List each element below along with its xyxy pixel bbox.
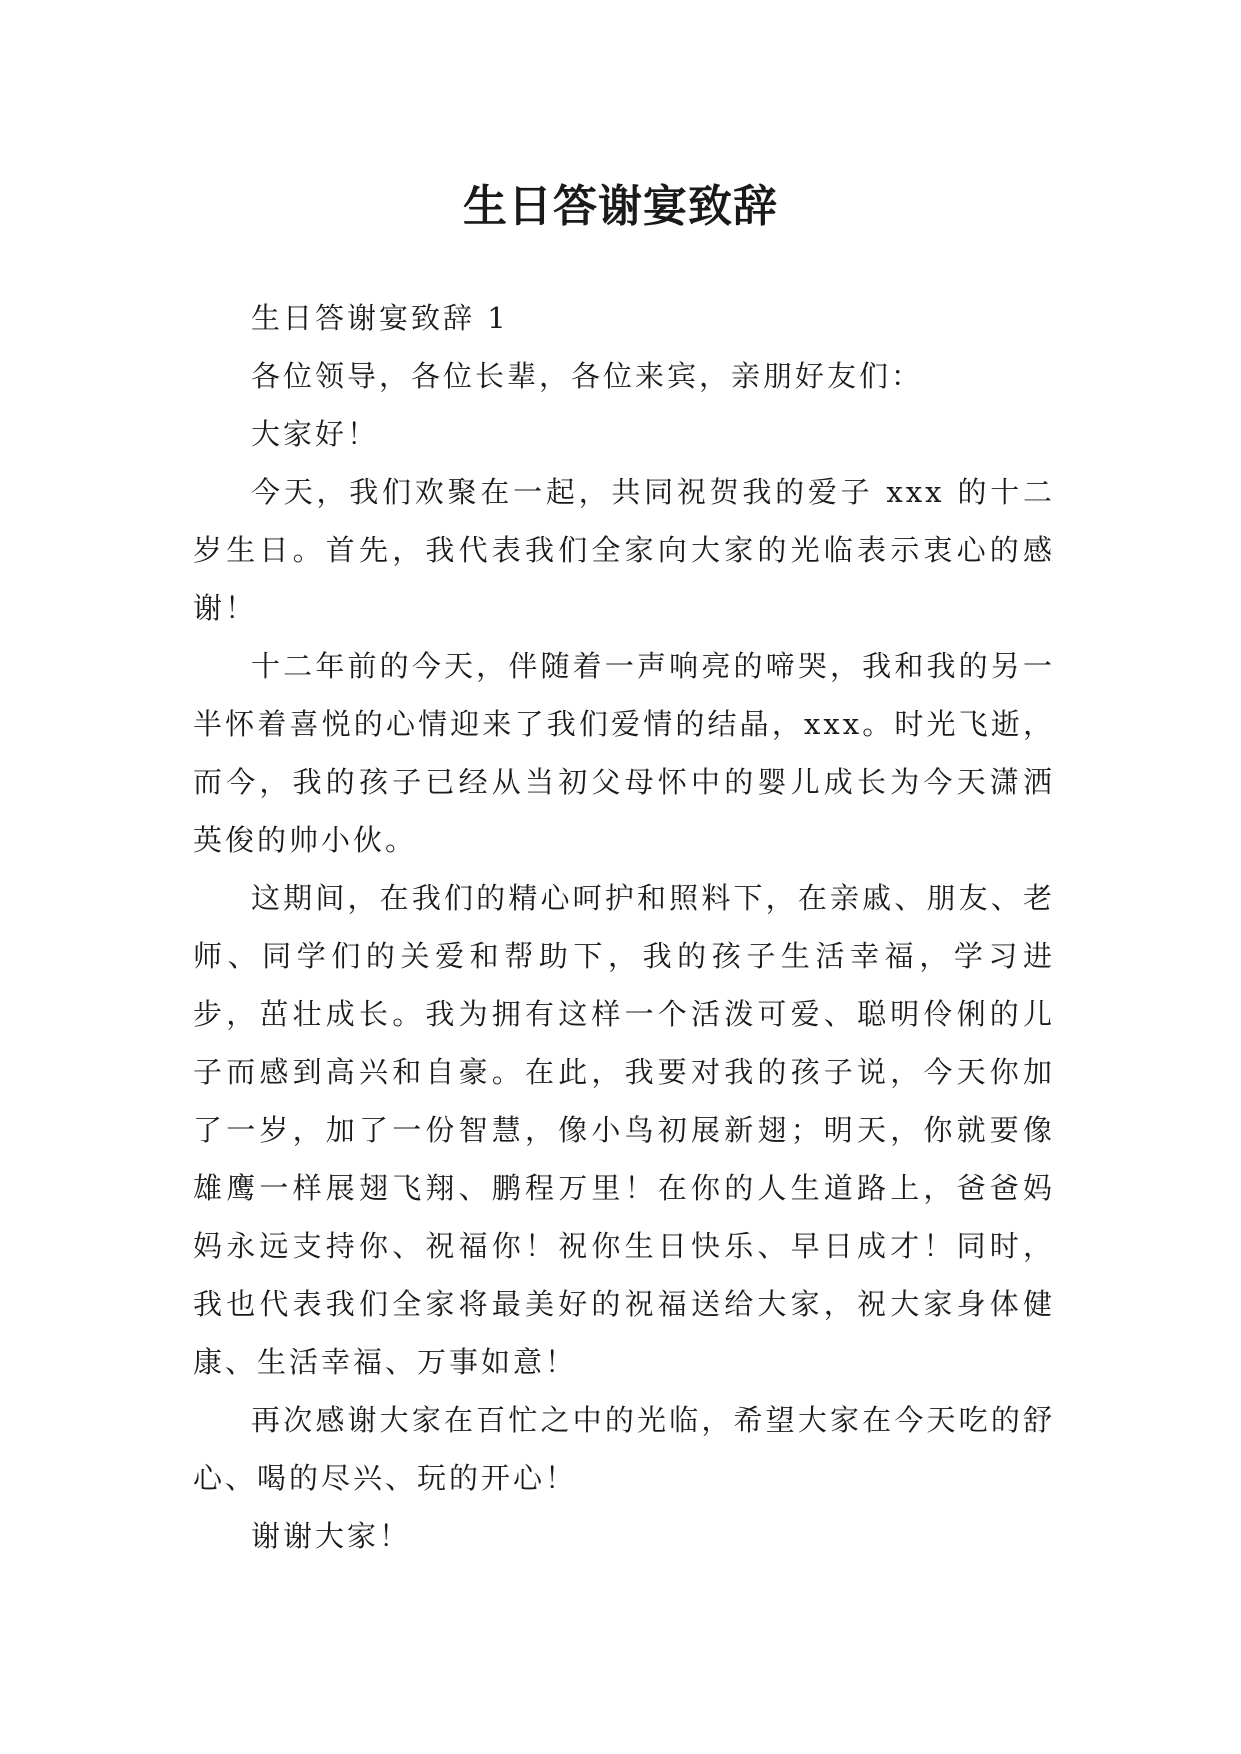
body-paragraph: 这期间，在我们的精心呵护和照料下，在亲戚、朋友、老师、同学们的关爱和帮助下，我的孩子生活幸福，学习进步，茁壮成长。我为拥有这样一个活泼可爱、聪明伶俐的儿子而感到高兴和自豪。在此，我要对我的孩子说，今天你加了一岁，加了一份智慧，像小鸟初展新翅；明天，你就要像雄鹰一样展翅飞翔、鹏程万里！在你的人生道路上，爸爸妈妈永远支持你、祝福你！祝你生日快乐、早日成才！同时，我也代表我们全家将最美好的祝福送给大家，祝大家身体健康、生活幸福、万事如意！: [193, 881, 1055, 1379]
body-paragraph: 今天，我们欢聚在一起，共同祝贺我的爱子 xxx 的十二岁生日。首先，我代表我们全家向大家的光临表示衷心的感谢！: [193, 475, 1055, 625]
document-body: [193, 289, 1055, 1565]
body-paragraph: 再次感谢大家在百忙之中的光临，希望大家在今天吃的舒心、喝的尽兴、玩的开心！: [193, 1403, 1055, 1495]
greeting-paragraph: 大家好！: [251, 417, 380, 451]
salutation-paragraph: 各位领导，各位长辈，各位来宾，亲朋好友们：: [251, 359, 924, 393]
document-title: 生日答谢宴致辞: [463, 181, 778, 233]
body-paragraph: 十二年前的今天，伴随着一声响亮的啼哭，我和我的另一半怀着喜悦的心情迎来了我们爱情的结晶，xxx。时光飞逝，而今，我的孩子已经从当初父母怀中的婴儿成长为今天潇洒英俊的帅小伙。: [193, 649, 1055, 857]
closing-paragraph: 谢谢大家！: [251, 1519, 412, 1553]
section-heading: 生日答谢宴致辞 1: [251, 301, 509, 335]
